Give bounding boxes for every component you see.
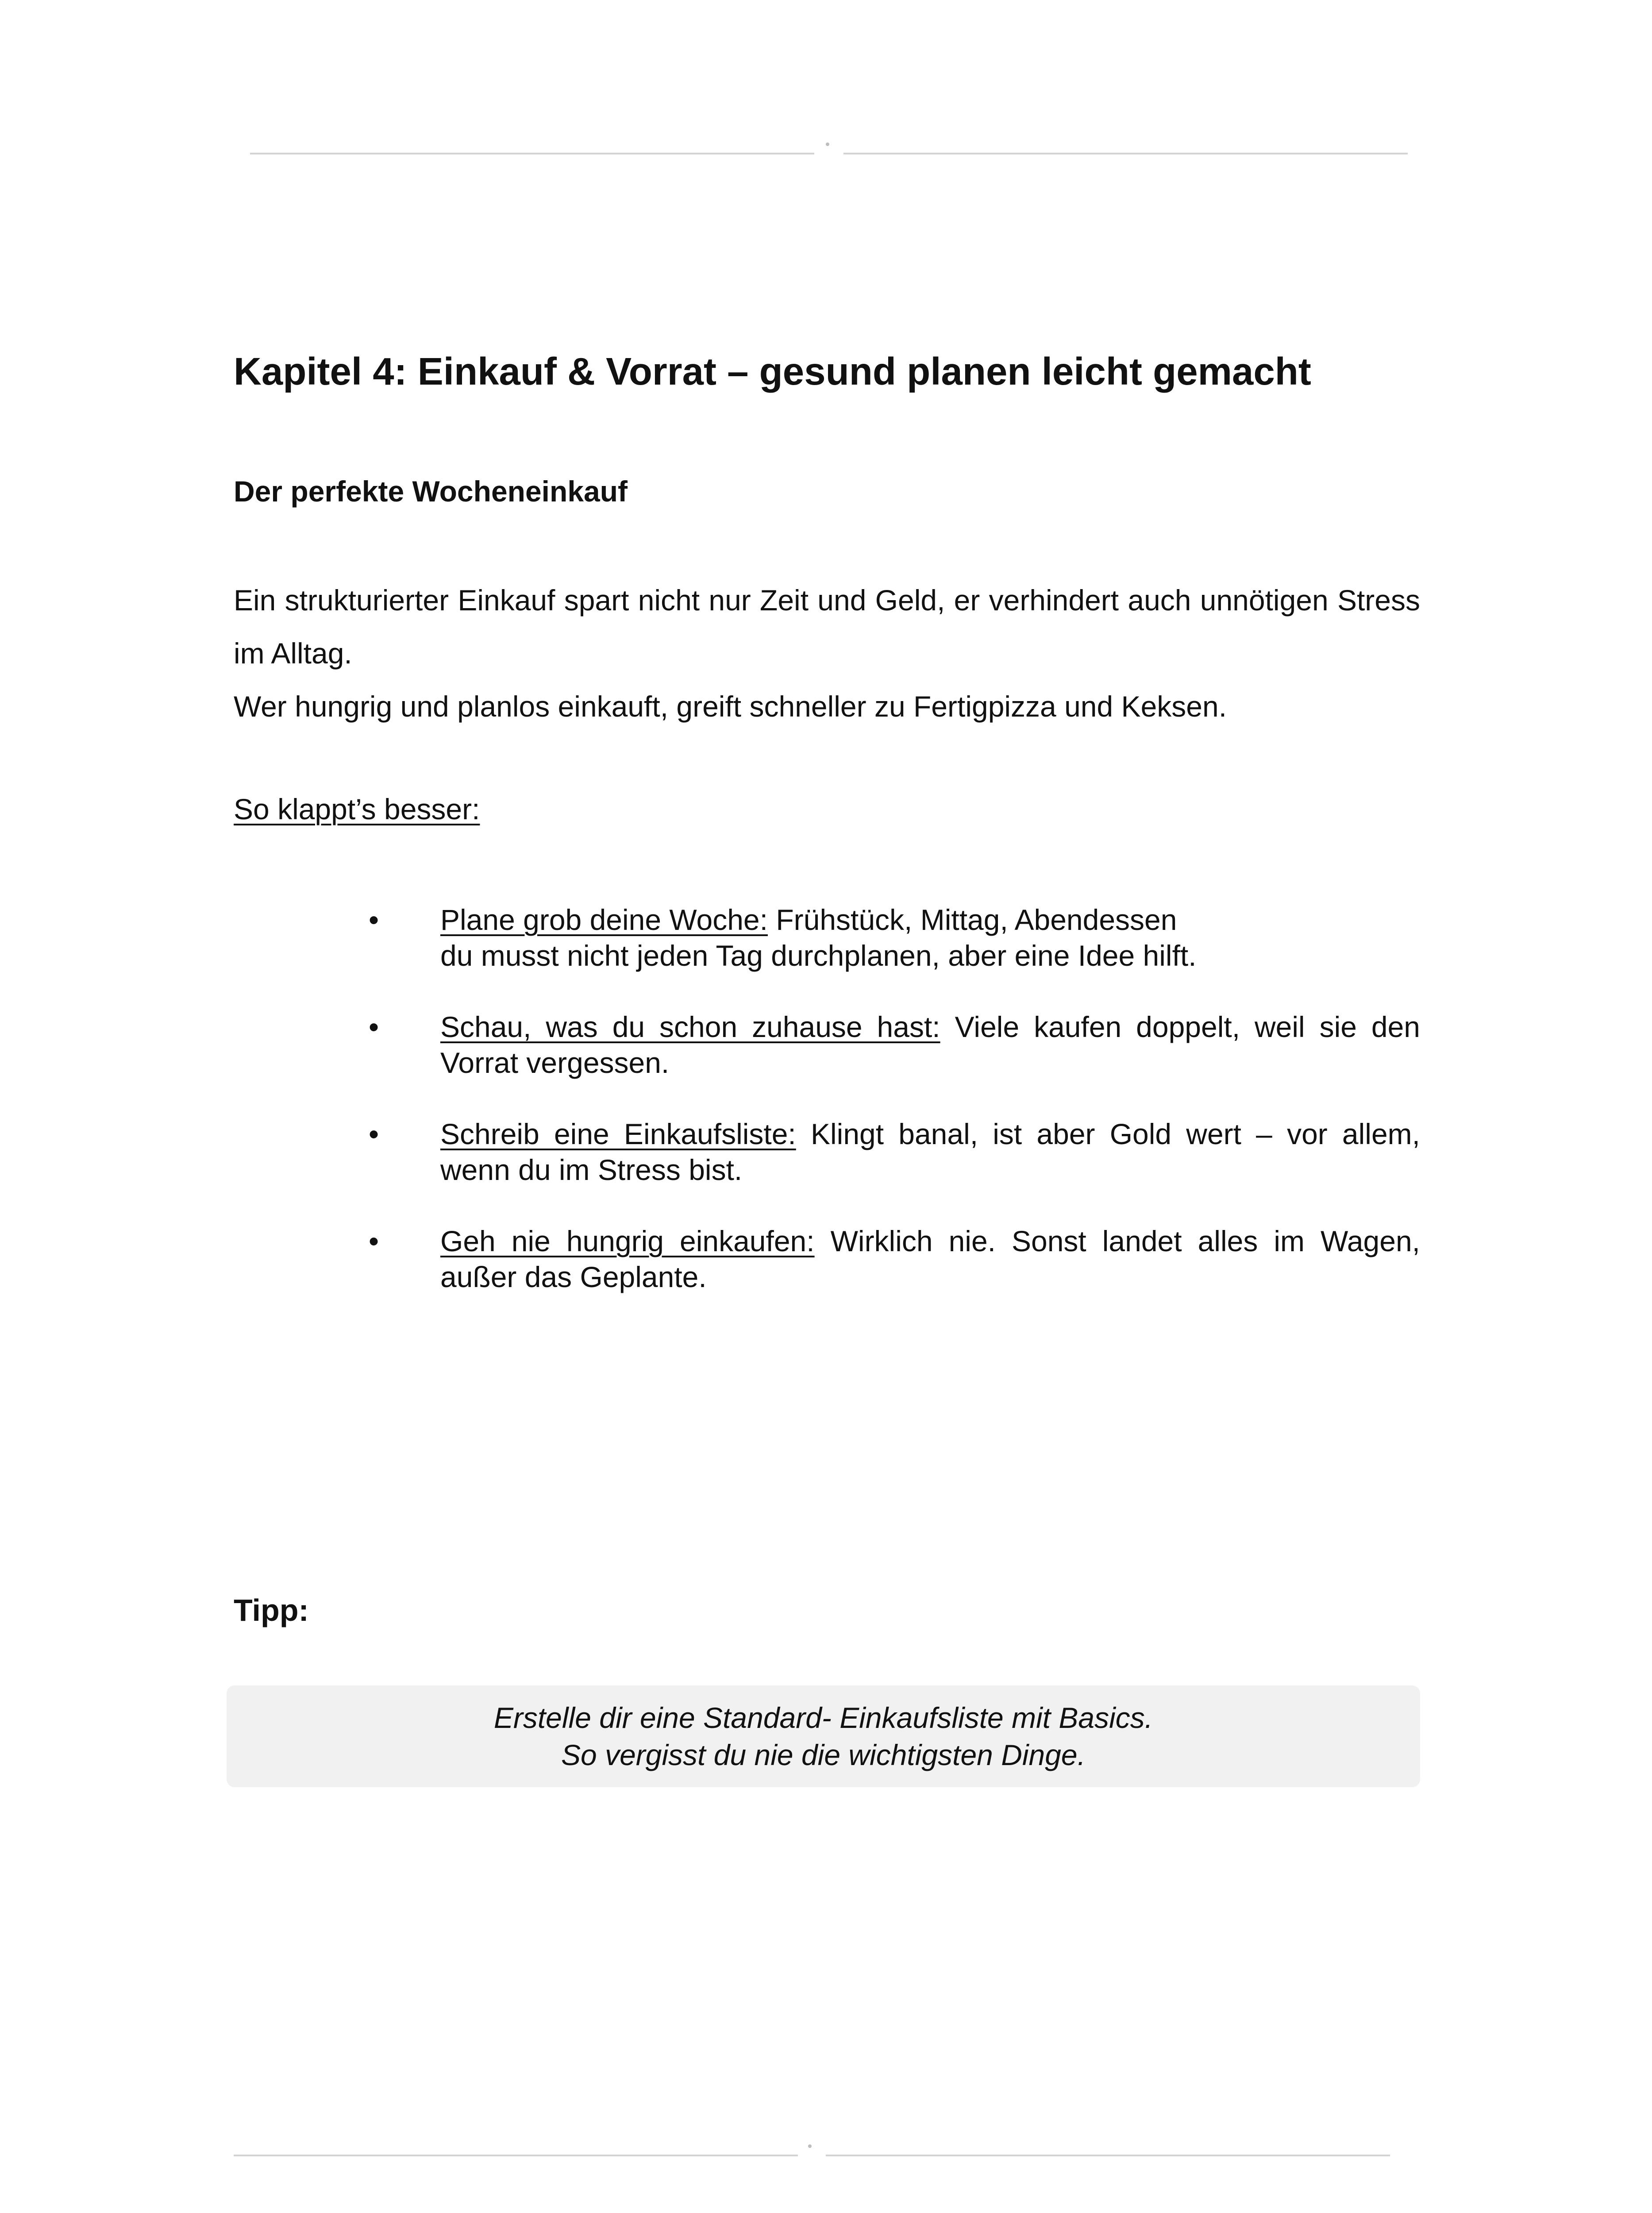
section-heading: Der perfekte Wocheneinkauf bbox=[234, 475, 628, 508]
tip-text: Viele kaufen doppelt, weil sie den Vorrat vergessen. bbox=[440, 1010, 1420, 1079]
tip-lead: Plane grob deine Woche: bbox=[440, 903, 768, 936]
intro-paragraph: Ein strukturierter Einkauf spart nicht nur Zeit und Geld, er verhindert auch unnötigen Stress im Alltag. bbox=[234, 584, 1420, 670]
list-item bbox=[369, 902, 1420, 974]
tip-text: Frühstück, Mittag, Abendessen bbox=[776, 903, 1177, 936]
tip-lead: Schau, was du schon zuhause hast: bbox=[440, 1010, 940, 1043]
header-rule-dot bbox=[826, 143, 829, 146]
header-rule-right bbox=[843, 153, 1408, 154]
bullet-icon: • bbox=[369, 1118, 379, 1150]
tip-callout-line: So vergisst du nie die wichtigsten Dinge. bbox=[561, 1739, 1086, 1771]
tip-lead: Schreib eine Einkaufsliste: bbox=[440, 1118, 796, 1150]
header-rule-left bbox=[250, 153, 814, 154]
footer-rule-right bbox=[826, 2155, 1390, 2156]
bullet-icon: • bbox=[369, 903, 379, 936]
page-title: Kapitel 4: Einkauf & Vorrat – gesund planen leicht gemacht bbox=[234, 350, 1311, 393]
footer-rule-dot bbox=[808, 2144, 812, 2148]
intro-paragraph: Wer hungrig und planlos einkauft, greift schneller zu Fertigpizza und Keksen. bbox=[234, 690, 1227, 723]
tip-text: du musst nicht jeden Tag durchplanen, aber eine Idee hilft. bbox=[440, 939, 1197, 972]
tip-text: Klingt banal, ist aber Gold wert – vor allem, wenn du im Stress bist. bbox=[440, 1118, 1420, 1186]
footer-rule-left bbox=[234, 2155, 798, 2156]
tip-lead: Geh nie hungrig einkaufen: bbox=[440, 1225, 815, 1257]
list-item bbox=[369, 1116, 1420, 1188]
tip-callout-box bbox=[227, 1685, 1420, 1787]
bullet-icon: • bbox=[369, 1010, 379, 1043]
tips-heading: So klappt’s besser: bbox=[234, 793, 480, 825]
intro-text bbox=[234, 574, 1420, 733]
bullet-icon: • bbox=[369, 1225, 379, 1257]
list-item bbox=[369, 1009, 1420, 1081]
list-item bbox=[369, 1223, 1420, 1295]
tip-callout-line: Erstelle dir eine Standard- Einkaufsliste mit Basics. bbox=[493, 1701, 1153, 1734]
tip-text: Wirklich nie. Sonst landet alles im Wagen, außer das Geplante. bbox=[440, 1225, 1420, 1293]
tipp-label: Tipp: bbox=[234, 1593, 309, 1627]
